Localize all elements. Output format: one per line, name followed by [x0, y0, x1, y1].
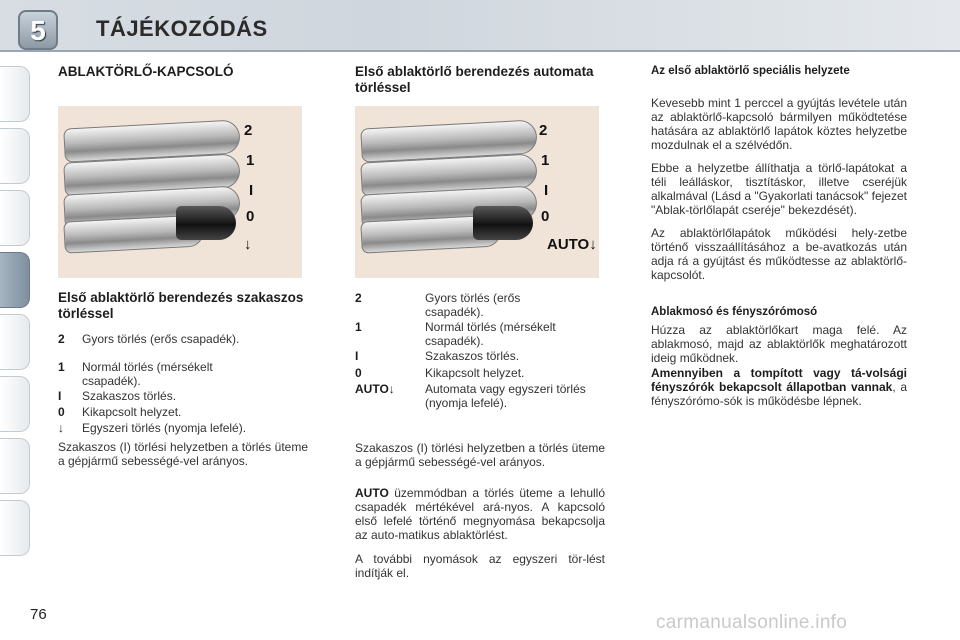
intermittent-wiper-heading: Első ablaktörlő berendezés szakaszos törléssel — [58, 290, 304, 321]
item-key: I — [355, 349, 359, 363]
list-item — [58, 421, 318, 435]
list-item — [58, 389, 308, 403]
item-text: Normál törlés (mérsékelt csapadék). — [82, 360, 213, 388]
headlamp-washer-paragraph — [651, 366, 907, 408]
item-text: Gyors törlés (erős csapadék). — [82, 332, 240, 346]
side-tab-1[interactable] — [0, 66, 30, 122]
item-key: I — [58, 389, 62, 403]
auto-mode-paragraph — [355, 486, 605, 542]
chapter-title: TÁJÉKOZÓDÁS — [96, 16, 268, 41]
item-text: Automata vagy egyszeri törlés (nyomja lefelé). — [425, 382, 586, 410]
item-text: Normál törlés (mérsékelt csapadék). — [425, 320, 556, 348]
item-key: 1 — [58, 360, 65, 374]
auto-intermittent-note: Szakaszos (I) törlési helyzetben a törlés üteme a gépjármű sebességé-vel arányos. — [355, 441, 605, 469]
item-key: AUTO↓ — [355, 382, 395, 396]
wiper-switch-heading: ABLAKTÖRLŐ-KAPCSOLÓ — [58, 64, 234, 79]
side-tab-5[interactable] — [0, 314, 30, 370]
item-text: Kikapcsolt helyzet. — [82, 405, 182, 419]
figure-label-down-arrow: ↓ — [244, 236, 252, 253]
list-item — [58, 332, 308, 360]
figure-label-1: 1 — [541, 152, 550, 169]
headlamp-washer-text: , a fényszórómo-sók is működésbe lépnek. — [651, 380, 907, 408]
single-wipe-note: A további nyomások az egyszeri tör-lést indítják el. — [355, 552, 605, 580]
figure-label-1: 1 — [246, 152, 255, 169]
item-key: 2 — [355, 291, 362, 305]
auto-mode-text: üzemmódban a törlés üteme a lehulló csapadék mértékével ará-nyos. A kapcsoló első lefelé történő megnyomása bekapcsolja az auto-matikus ablaktörlést. — [355, 486, 605, 542]
stalk-knob — [473, 206, 533, 240]
side-tab-3[interactable] — [0, 190, 30, 246]
intermittent-speed-note: Szakaszos (I) törlési helyzetben a törlés üteme a gépjármű sebességé-vel arányos. — [58, 440, 308, 468]
stalk-knob — [176, 206, 236, 240]
wiper-stalk-figure-intermittent — [58, 106, 302, 278]
chapter-badge — [18, 10, 58, 50]
auto-wiper-heading: Első ablaktörlő berendezés automata törléssel — [355, 64, 594, 95]
figure-label-i: I — [544, 182, 549, 199]
auto-keyword: AUTO — [355, 486, 389, 500]
item-key: 2 — [58, 332, 65, 346]
figure-label-0: 0 — [246, 208, 255, 225]
list-item — [58, 405, 308, 419]
item-text: Gyors törlés (erős csapadék). — [425, 291, 521, 319]
item-text: Szakaszos törlés. — [425, 349, 520, 363]
washer-heading: Ablakmosó és fényszórómosó — [651, 306, 818, 318]
side-tab-2[interactable] — [0, 128, 30, 184]
page-number: 76 — [30, 606, 47, 623]
list-item — [355, 320, 605, 348]
list-item — [355, 382, 605, 410]
side-tab-4-active[interactable] — [0, 252, 30, 308]
item-key: 1 — [355, 320, 362, 334]
figure-label-auto: AUTO↓ — [547, 236, 597, 253]
side-tab-8[interactable] — [0, 500, 30, 556]
item-key: 0 — [355, 366, 362, 380]
header-rule — [0, 50, 960, 52]
side-tabs — [0, 58, 34, 580]
item-key: 0 — [58, 405, 65, 419]
item-text: Egyszeri törlés (nyomja lefelé). — [82, 421, 247, 435]
list-item — [355, 291, 605, 319]
figure-label-0: 0 — [541, 208, 550, 225]
figure-label-i: I — [249, 182, 254, 199]
headlamp-condition-text: Amennyiben a tompított vagy tá-volsági fényszórók bekapcsolt állapotban vannak — [651, 366, 907, 394]
watermark: carmanualsonline.info — [656, 612, 848, 633]
chapter-number: 5 — [30, 15, 46, 46]
list-item — [58, 360, 308, 388]
side-tab-7[interactable] — [0, 438, 30, 494]
special-position-paragraph: Kevesebb mint 1 perccel a gyújtás levétele után az ablaktörlő-kapcsoló bármilyen működtetése hatására az ablaktörlő lapátok köztes helyzetbe mozdulnak el a szélvédőn. — [651, 96, 907, 152]
washer-paragraph: Húzza az ablaktörlőkart maga felé. Az ablakmosó, majd az ablaktörlők meghatározott ideig működnek. — [651, 323, 907, 365]
maintenance-position-paragraph: Ebbe a helyzetbe állíthatja a törlő-lapátokat a téli leálláskor, tisztításkor, illetve cseréjük alkalmával (Lásd a "Gyakorlati tanácsok" fejezet "Ablak-törlőlapát cseréje" bekezdését). — [651, 161, 907, 217]
list-item — [355, 366, 605, 380]
item-text: Szakaszos törlés. — [82, 389, 177, 403]
special-position-heading: Az első ablaktörlő speciális helyzete — [651, 65, 850, 77]
item-key: ↓ — [58, 421, 64, 435]
wiper-stalk-figure-auto — [355, 106, 599, 278]
figure-label-2: 2 — [244, 122, 253, 139]
list-item — [355, 349, 605, 363]
side-tab-6[interactable] — [0, 376, 30, 432]
item-text: Kikapcsolt helyzet. — [425, 366, 525, 380]
return-position-paragraph: Az ablaktörlőlapátok működési hely-zetbe történő visszaállításához a be-avatkozás után adja rá a gyújtást és működtesse az ablaktörlő-kapcsolót. — [651, 226, 907, 282]
figure-label-2: 2 — [539, 122, 548, 139]
